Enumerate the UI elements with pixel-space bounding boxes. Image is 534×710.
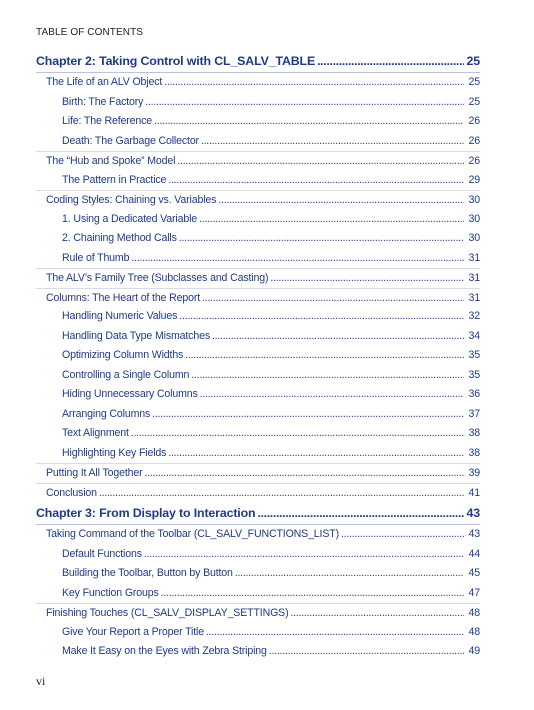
toc-entry-page: 26 (468, 115, 480, 127)
toc-entry-title: Chapter 2: Taking Control with CL_SALV_TABLE (36, 54, 316, 68)
dot-leader (144, 545, 464, 565)
toc-entry-title: Highlighting Key Fields (62, 446, 167, 459)
toc-entry-title: Give Your Report a Proper Title (62, 625, 204, 638)
toc-entry-page: 32 (468, 310, 480, 322)
dot-leader (185, 346, 464, 366)
toc-subsection-entry[interactable] (36, 584, 480, 604)
toc-entry-title: The ALV’s Family Tree (Subclasses and Casting) (46, 272, 269, 284)
toc-entry-title: Death: The Garbage Collector (62, 134, 199, 147)
dot-leader (177, 152, 464, 172)
toc-section-entry[interactable] (36, 603, 480, 623)
dot-leader (200, 385, 464, 405)
toc-section-entry[interactable] (36, 190, 480, 210)
toc-entry-page: 35 (468, 368, 480, 381)
dot-leader (179, 229, 464, 249)
toc-section-entry[interactable] (36, 483, 480, 503)
toc-entry-title: Text Alignment (62, 427, 129, 439)
toc-entry-title: Optimizing Column Widths (62, 349, 184, 361)
toc-entry-page: 49 (468, 645, 480, 657)
toc-chapter-entry[interactable] (36, 50, 480, 73)
toc-entry-title: Life: The Reference (62, 115, 153, 127)
dot-leader (269, 642, 464, 662)
toc-subsection-entry[interactable] (36, 171, 480, 191)
toc-entry-page: 39 (468, 467, 480, 479)
page-number: vi (36, 674, 46, 688)
toc-subsection-entry[interactable] (36, 112, 480, 132)
toc-entry-page: 38 (468, 427, 480, 439)
toc-entry-title: Chapter 3: From Display to Interaction (36, 506, 256, 520)
toc-entry-page: 34 (468, 329, 480, 342)
toc-chapter-entry[interactable] (36, 502, 480, 525)
toc-entry-page: 26 (468, 134, 480, 147)
toc-entry-page: 41 (468, 486, 480, 499)
dot-leader (235, 564, 464, 584)
dot-leader (199, 210, 464, 230)
toc-entry-page: 29 (468, 173, 480, 186)
toc-subsection-entry[interactable] (36, 623, 480, 643)
toc-entry-title: Rule of Thumb (62, 251, 130, 264)
toc-section-entry[interactable] (36, 525, 480, 545)
toc-entry-title: 1. Using a Dedicated Variable (62, 212, 198, 225)
toc-entry-title: Controlling a Single Column (62, 368, 190, 381)
dot-leader (202, 289, 464, 309)
toc-section-entry[interactable] (36, 268, 480, 288)
dot-leader (131, 249, 464, 269)
dot-leader (144, 464, 464, 484)
toc-entry-title: The “Hub and Spoke” Model (46, 155, 176, 167)
toc-section-entry[interactable] (36, 151, 480, 171)
dot-leader (131, 424, 464, 444)
dot-leader (206, 623, 464, 643)
toc-entry-title: Building the Toolbar, Button by Button (62, 567, 233, 579)
dot-leader (201, 132, 464, 152)
toc-entry-page: 43 (468, 528, 480, 540)
toc-subsection-entry[interactable] (36, 229, 480, 249)
toc-subsection-entry[interactable] (36, 405, 480, 425)
toc-subsection-entry[interactable] (36, 307, 480, 327)
toc-entry-title: Finishing Touches (CL_SALV_DISPLAY_SETTINGS) (46, 607, 289, 619)
dot-leader (164, 73, 464, 93)
dot-leader (191, 366, 464, 386)
toc-subsection-entry[interactable] (36, 93, 480, 113)
toc-subsection-entry[interactable] (36, 132, 480, 152)
toc-entry-page: 44 (468, 547, 480, 560)
toc-subsection-entry[interactable] (36, 327, 480, 347)
dot-leader (168, 171, 464, 191)
dot-leader (145, 93, 464, 113)
toc-entry-title: Arranging Columns (62, 407, 151, 420)
toc-subsection-entry[interactable] (36, 346, 480, 366)
toc-entry-title: Handling Data Type Mismatches (62, 329, 210, 342)
toc-section-entry[interactable] (36, 463, 480, 483)
toc-entry-title: Handling Numeric Values (62, 310, 178, 322)
toc-entry-page: 25 (468, 95, 480, 108)
dot-leader (179, 307, 464, 327)
toc-entry-page: 31 (468, 272, 480, 284)
toc-entry-page: 30 (468, 232, 480, 244)
toc-subsection-entry[interactable] (36, 424, 480, 444)
toc-entry-page: 48 (468, 607, 480, 619)
dot-leader (317, 50, 464, 73)
toc-subsection-entry[interactable] (36, 444, 480, 464)
toc-entry-title: Coding Styles: Chaining vs. Variables (46, 194, 217, 206)
toc-entry-page: 30 (468, 194, 480, 206)
toc-subsection-entry[interactable] (36, 210, 480, 230)
toc-entry-title: Key Function Groups (62, 586, 159, 599)
toc-entry-page: 25 (466, 54, 480, 68)
toc-entry-title: Default Functions (62, 547, 142, 560)
page-header: TABLE OF CONTENTS (36, 27, 144, 38)
dot-leader (270, 269, 464, 289)
toc-entry-title: Conclusion (46, 486, 97, 499)
toc-entry-title: The Life of an ALV Object (46, 76, 163, 88)
toc-entry-page: 36 (468, 388, 480, 400)
toc-entry-title: Taking Command of the Toolbar (CL_SALV_FUNCTIONS_LIST) (46, 528, 339, 540)
toc-subsection-entry[interactable] (36, 385, 480, 405)
dot-leader (212, 327, 464, 347)
toc-entry-page: 35 (468, 349, 480, 361)
toc-subsection-entry[interactable] (36, 366, 480, 386)
dot-leader (152, 405, 464, 425)
dot-leader (290, 604, 464, 624)
toc-section-entry[interactable] (36, 288, 480, 308)
toc-entry-title: Hiding Unnecessary Columns (62, 388, 198, 400)
dot-leader (154, 112, 464, 132)
toc-entry-title: Putting It All Together (46, 467, 143, 479)
toc-entry-page: 26 (468, 155, 480, 167)
toc-entry-title: Birth: The Factory (62, 95, 144, 108)
toc-entry-page: 31 (468, 251, 480, 264)
toc-entry-page: 31 (468, 291, 480, 304)
toc-entry-page: 25 (468, 76, 480, 88)
dot-leader (341, 525, 464, 545)
toc-subsection-entry[interactable] (36, 642, 480, 662)
dot-leader (218, 191, 464, 211)
toc-subsection-entry[interactable] (36, 545, 480, 565)
dot-leader (99, 484, 464, 504)
toc-entry-page: 47 (468, 586, 480, 599)
toc-entry-page: 43 (466, 506, 480, 520)
toc-subsection-entry[interactable] (36, 564, 480, 584)
toc-entry-page: 48 (468, 625, 480, 638)
toc-entry-title: Columns: The Heart of the Report (46, 291, 200, 304)
toc-entry-title: The Pattern in Practice (62, 173, 167, 186)
toc-entry-page: 38 (468, 446, 480, 459)
toc-entry-title: 2. Chaining Method Calls (62, 232, 177, 244)
toc-subsection-entry[interactable] (36, 249, 480, 269)
dot-leader (168, 444, 464, 464)
toc-entry-page: 37 (468, 407, 480, 420)
toc-entry-title: Make It Easy on the Eyes with Zebra Striping (62, 645, 267, 657)
table-of-contents (36, 50, 480, 662)
toc-entry-page: 45 (468, 567, 480, 579)
toc-entry-page: 30 (468, 212, 480, 225)
dot-leader (257, 502, 464, 525)
dot-leader (161, 584, 464, 604)
toc-section-entry[interactable] (36, 73, 480, 93)
